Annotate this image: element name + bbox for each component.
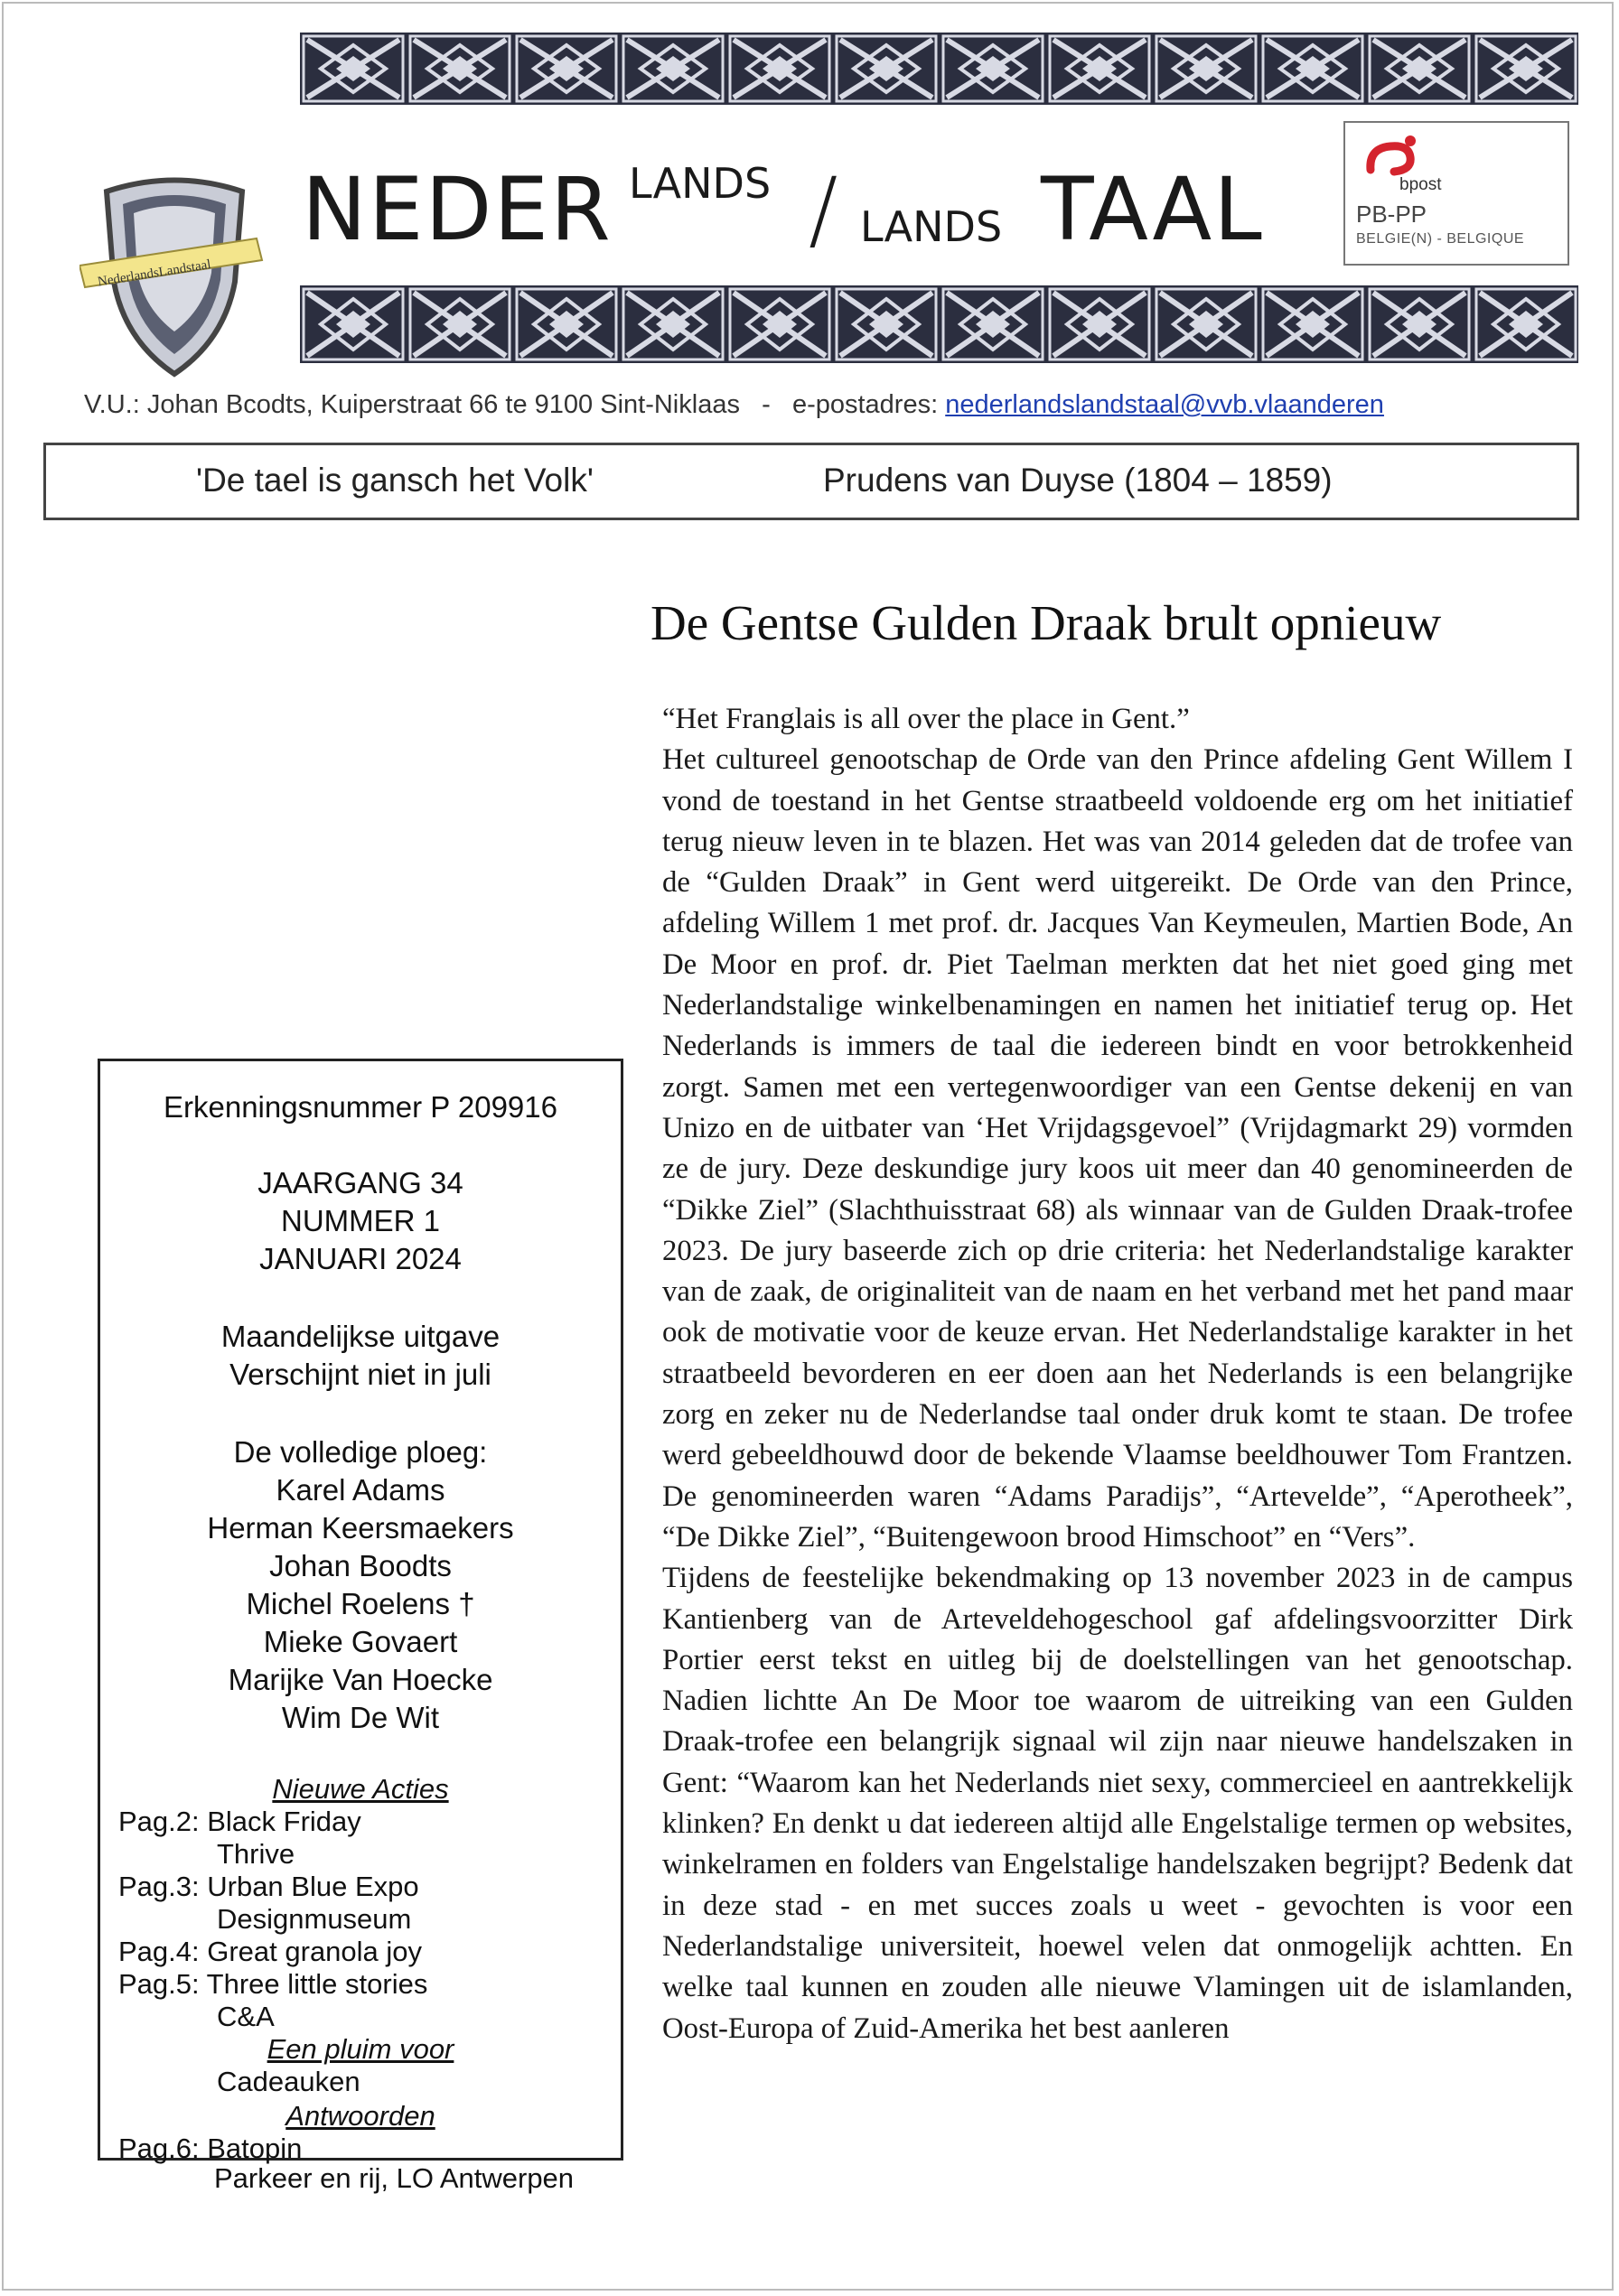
new-actions-heading: Nieuwe Acties xyxy=(272,1773,449,1805)
stamp-code: PB-PP xyxy=(1356,201,1427,228)
masthead-lands-subscript: LANDS xyxy=(860,202,1003,251)
toc-entry-overflow: Parkeer en rij, LO Antwerpen xyxy=(214,2162,575,2194)
stamp-country: BELGIE(N) - BELGIQUE xyxy=(1356,231,1525,247)
frequency: Maandelijkse uitgave xyxy=(220,1320,501,1353)
motto-box xyxy=(43,443,1579,520)
issue-info-box xyxy=(98,1059,623,2164)
toc-entry: C&A xyxy=(217,2001,275,2032)
publisher-text: V.U.: Johan Bcodts, Kuiperstraat 66 te 9100 Sint-Niklaas - e-postadres: xyxy=(84,390,946,419)
recognition-number: Erkenningsnummer P 209916 xyxy=(164,1090,557,1124)
decorative-band-top xyxy=(300,33,1578,105)
postage-stamp xyxy=(1343,121,1569,266)
answers-heading: Antwoorden xyxy=(285,2100,435,2132)
ornament-pattern-top xyxy=(300,33,1578,105)
toc-entry: Pag.5: Three little stories xyxy=(118,1968,428,2000)
shield-icon xyxy=(80,173,269,381)
shield-logo xyxy=(80,173,269,381)
shield-banner-text: NederlandsLandstaal xyxy=(97,257,212,290)
frequency-note: Verschijnt niet in juli xyxy=(229,1358,491,1391)
masthead-title xyxy=(298,143,1319,278)
ornament-pattern-bottom xyxy=(300,285,1578,363)
toc-entry: Pag.2: Black Friday xyxy=(118,1806,361,1837)
team-member: Karel Adams xyxy=(276,1473,445,1507)
article-paragraph-quote: “Het Franglais is all over the place in Gent.” xyxy=(662,703,1190,735)
team-member: Wim De Wit xyxy=(281,1701,440,1734)
article-body xyxy=(662,699,1573,2049)
toc-entry: Designmuseum xyxy=(217,1903,412,1935)
masthead-neder: NEDER xyxy=(302,159,613,260)
toc-entry: Pag.4: Great granola joy xyxy=(118,1936,423,1967)
article-paragraph: Tijdens de feestelijke bekendmaking op 13 november 2023 in de campus Kantienberg van de Arteveldehogeschool gaf afdelingsvoorzitter Dirk Portier eerst tekst en uitleg bij de doelstellingen van het genootschap. Nadien lichtte An De Moor toe waarom de uitreiking van een Gulden Draak-trofee een belangrijk signaal wil zijn naar nieuwe handelszaken in Gent: “Waarom kan het Nederlands niet sexy, commercieel en aantrekkelijk klinken? En denkt u dat iedereen altijd alle Engelstalige termen op websites, winkelramen en folders van Engelstalige handelszaken begrijpt? Bedenk dat in deze stad - en met succes zoals u weet - gevochten is voor een Nederlandstalige universiteit, hoewel velen dat onmogelijk achtten. En welke taal kunnen en zouden alle nieuwe Vlamingen uit de islamlanden, Oost-Europa of Zuid-Amerika het best aanleren xyxy=(662,1562,1573,2045)
toc-entry: Thrive xyxy=(217,1838,295,1870)
article-paragraph: Het cultureel genootschap de Orde van den Prince afdeling Gent Willem I vond de toestand in het Gentse straatbeeld voldoende erg om het initiatief terug nieuw leven in te blazen. Het was van 2014 geleden dat de trofee van de “Gulden Draak” in Gent werd uitgereikt. De Orde van den Prince, afdeling Willem 1 met prof. dr. Jacques Van Keymeulen, Martien Bode, An De Moor en prof. dr. Piet Taelman merkten dat het niet goed ging met Nederlandstalige winkelbenamingen en namen het initiatief terug op. Het Nederlands is immers de taal die iedereen bindt en voor betrokkenheid zorgt. Samen met een vertegenwoordiger van een Gentse dekenij en van Unizo en de uitbater van ‘Het Vrijdagsgevoel” (Vrijdagmarkt 29) vormden ze de jury. Deze deskundige jury koos uit meer dan 40 genomineerden de “Dikke Ziel” (Slachthuisstraat 68) als winnaar van de Gulden Draak-trofee 2023. De jury baseerde zich op drie criteria: het Nederlandstalige karakter van de zaak, de originaliteit van de naam en het verband met het pand maar ook de motivatie voor de keuze ervan. Het Nederlandstalige karakter in het straatbeeld bevorderen en eer doen aan het Nederlands is een belangrijke zorg en zeker nu de Nederlandse taal onder druk komt te staan. De trofee werd gebeeldhouwd door de bekende Vlaamse beeldhouwer Tom Frantzen. De genomineerden waren “Adams Paradijs”, “Artevelde”, “Aperotheek”, “De Dikke Ziel”, “Buitengewoon brood Himschoot” en “Vers”. xyxy=(662,743,1573,1554)
issue-date: JANUARI 2024 xyxy=(259,1242,462,1275)
team-title: De volledige ploeg: xyxy=(233,1435,488,1469)
toc-entry: Cadeauken xyxy=(217,2066,360,2097)
toc-entry: Pag.3: Urban Blue Expo xyxy=(118,1871,419,1902)
team-member: Johan Boodts xyxy=(269,1549,452,1582)
team-member: Marijke Van Hoecke xyxy=(228,1663,493,1696)
article-title: De Gentse Gulden Draak brult opnieuw xyxy=(650,595,1442,650)
team-member: Herman Keersmaekers xyxy=(207,1511,514,1545)
masthead-slash: / xyxy=(809,159,840,260)
motto-quote: 'De tael is gansch het Volk' xyxy=(196,462,594,499)
team-member: Mieke Govaert xyxy=(263,1625,458,1658)
toc-entry: Pag.6: Batopin xyxy=(118,2133,303,2164)
masthead-taal: TAAL xyxy=(1041,159,1264,260)
publisher-line xyxy=(84,390,1384,420)
volume: JAARGANG 34 xyxy=(257,1166,463,1199)
email-link[interactable]: nederlandslandstaal@vvb.vlaanderen xyxy=(945,390,1384,419)
masthead-lands-superscript: LANDS xyxy=(629,159,772,208)
team-member: Michel Roelens † xyxy=(246,1587,475,1620)
stamp-brand: bpost xyxy=(1399,175,1442,194)
decorative-band-bottom xyxy=(300,285,1578,363)
motto-author: Prudens van Duyse (1804 – 1859) xyxy=(823,462,1333,499)
praise-heading: Een pluim voor xyxy=(267,2033,454,2065)
issue-number: NUMMER 1 xyxy=(280,1204,440,1237)
